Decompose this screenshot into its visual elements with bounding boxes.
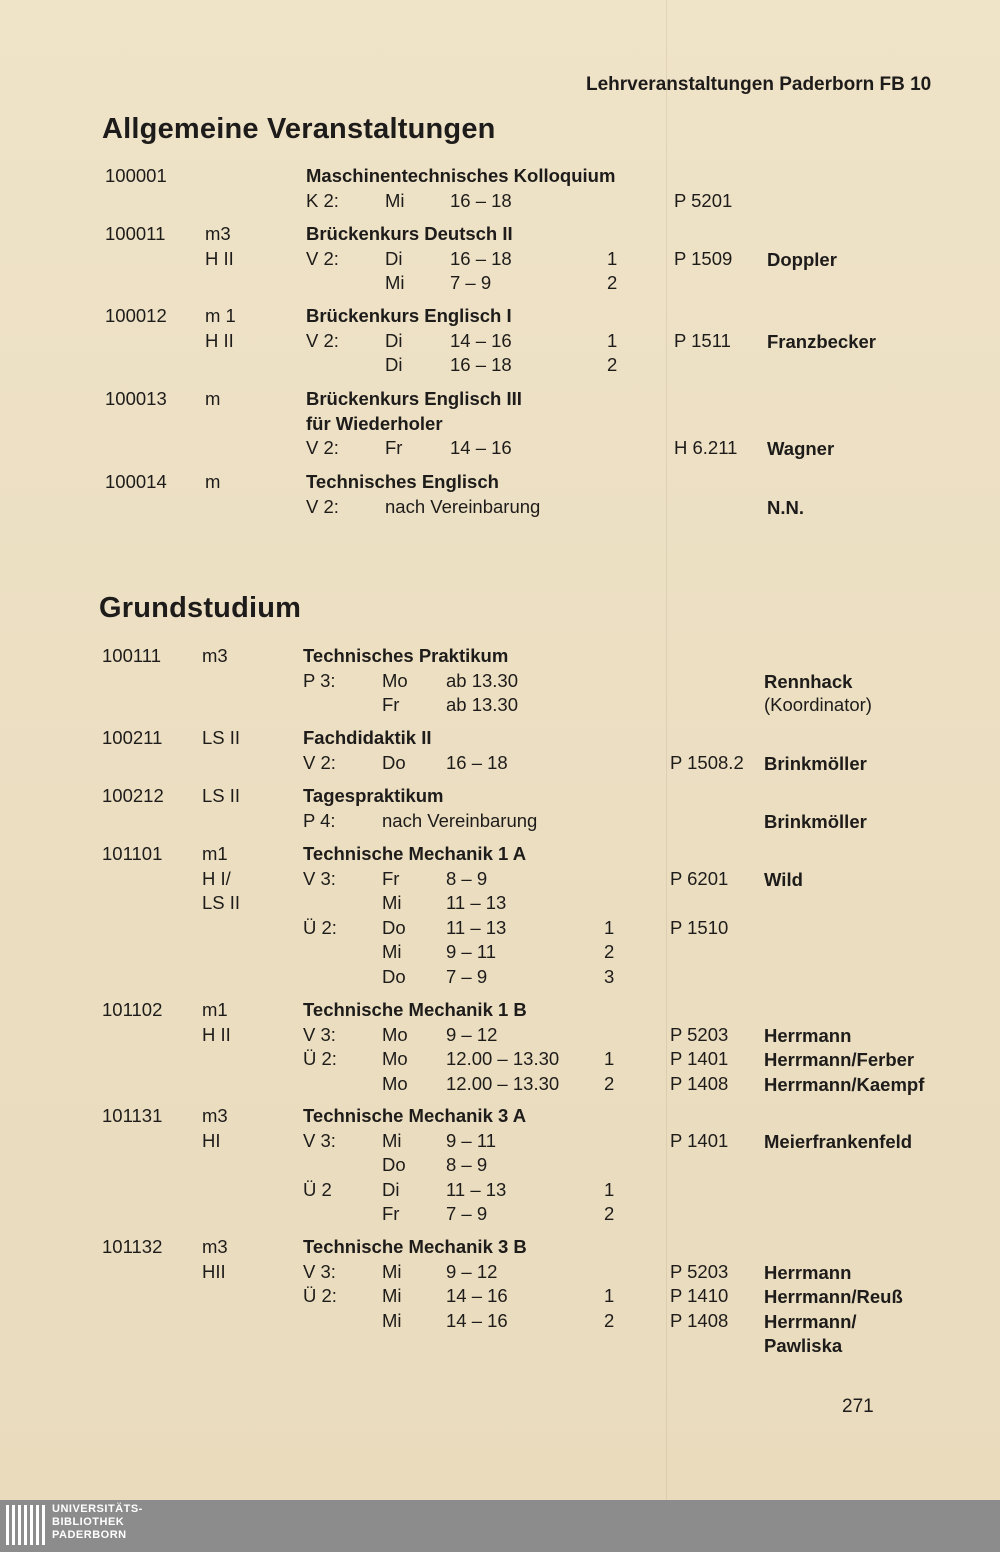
session-group: 2 (607, 272, 618, 294)
library-footer (0, 1500, 1000, 1552)
course-title: Technische Mechanik 1 B (303, 999, 527, 1020)
target-group: HII (202, 1260, 226, 1282)
session-time: 9 – 11 (446, 941, 497, 963)
lecturer: Pawliska (764, 1335, 843, 1357)
session-time: 16 – 18 (450, 189, 512, 211)
session-time: 16 – 18 (450, 247, 512, 269)
session-type: V 2: (306, 495, 339, 517)
session-group: 1 (607, 247, 618, 269)
session-type: Ü 2: (303, 1285, 337, 1307)
target-group: HI (202, 1129, 221, 1151)
lecturer: Wagner (767, 438, 835, 460)
session-time: 8 – 9 (446, 867, 488, 889)
lecturer: Rennhack (764, 670, 853, 692)
session-day: Mi (382, 1285, 402, 1307)
session-day: Mi (382, 941, 402, 963)
session-time: 7 – 9 (446, 1203, 488, 1225)
session-room: P 5203 (670, 1260, 729, 1282)
session-day: nach Vereinbarung (382, 809, 538, 831)
session-time: 7 – 9 (450, 272, 492, 294)
course-title: Technische Mechanik 3 B (303, 1236, 527, 1257)
session-type: P 4: (303, 809, 336, 831)
target-group: m 1 (205, 305, 236, 326)
session-group: 1 (604, 1285, 615, 1307)
course-title: Brückenkurs Deutsch II (306, 223, 513, 244)
lecturer: N.N. (767, 496, 804, 518)
session-time: ab 13.30 (446, 669, 519, 691)
session-time: 16 – 18 (450, 354, 512, 376)
session-day: Do (382, 1154, 406, 1176)
session-time: 14 – 16 (450, 437, 512, 459)
course-title: Brückenkurs Englisch III (306, 388, 522, 409)
session-room: P 5201 (674, 189, 733, 211)
session-time: ab 13.30 (446, 694, 519, 716)
section-title: Allgemeine Veranstaltungen (102, 113, 496, 145)
session-time: 12.00 – 13.30 (446, 1072, 560, 1094)
session-time: 14 – 16 (450, 329, 512, 351)
lecturer: Herrmann/Kaempf (764, 1073, 925, 1095)
session-time: 14 – 16 (446, 1309, 508, 1331)
course-number: 100211 (102, 727, 163, 748)
course-number: 100012 (105, 305, 167, 326)
session-time: 12.00 – 13.30 (446, 1048, 560, 1070)
course-title: Maschinentechnisches Kolloquium (306, 165, 616, 186)
session-room: P 6201 (670, 867, 729, 889)
course-title: Fachdidaktik II (303, 727, 432, 748)
session-day: Fr (382, 1203, 400, 1225)
session-room: P 1410 (670, 1285, 729, 1307)
target-group: m3 (202, 1105, 228, 1126)
target-group: m3 (202, 645, 228, 666)
target-group: H II (205, 329, 234, 351)
section-title: Grundstudium (99, 592, 302, 624)
session-day: Fr (382, 694, 400, 716)
session-room: P 1510 (670, 916, 729, 938)
library-name (52, 1503, 143, 1542)
session-group: 1 (604, 916, 615, 938)
session-day: nach Vereinbarung (385, 495, 541, 517)
session-day: Mi (385, 189, 405, 211)
session-time: 11 – 13 (446, 916, 507, 938)
target-group: H II (205, 247, 234, 269)
lecturer: (Koordinator) (764, 694, 872, 716)
session-day: Mi (382, 892, 402, 914)
session-type: V 2: (306, 329, 339, 351)
target-group: m (205, 388, 221, 409)
course-title: Technisches Praktikum (303, 645, 509, 666)
lecturer: Herrmann/Reuß (764, 1286, 903, 1308)
course-number: 101132 (102, 1236, 163, 1257)
session-room: P 1401 (670, 1048, 729, 1070)
session-time: 9 – 11 (446, 1129, 497, 1151)
session-time: 9 – 12 (446, 1023, 498, 1045)
session-time: 14 – 16 (446, 1285, 508, 1307)
target-group: m (205, 471, 221, 492)
course-number: 100001 (105, 165, 167, 186)
course-title: Technische Mechanik 3 A (303, 1105, 527, 1126)
lecturer: Herrmann (764, 1024, 852, 1046)
target-group: m3 (202, 1236, 228, 1257)
session-type: V 2: (306, 437, 339, 459)
library-name-line: PADERBORN (52, 1529, 127, 1541)
session-time: 16 – 18 (446, 751, 508, 773)
session-day: Mo (382, 669, 408, 691)
course-number: 100013 (105, 388, 167, 409)
session-group: 2 (604, 1309, 615, 1331)
session-day: Mi (382, 1309, 402, 1331)
session-day: Di (385, 329, 403, 351)
course-title: Technische Mechanik 1 A (303, 843, 527, 864)
course-number: 101102 (102, 999, 163, 1020)
course-number: 100011 (105, 223, 166, 244)
lecturer: Brinkmöller (764, 810, 867, 832)
session-type: V 3: (303, 1260, 336, 1282)
session-day: Mo (382, 1072, 408, 1094)
session-type: V 2: (303, 751, 336, 773)
library-name-line: UNIVERSITÄTS- (52, 1503, 143, 1515)
session-room: H 6.211 (674, 437, 738, 459)
lecturer: Herrmann/Ferber (764, 1049, 915, 1071)
session-time: 11 – 13 (446, 1178, 507, 1200)
session-group: 2 (604, 941, 615, 963)
target-group: LS II (202, 892, 241, 914)
session-day: Do (382, 916, 406, 938)
session-type: V 3: (303, 1023, 336, 1045)
session-time: 7 – 9 (446, 966, 488, 987)
lecturer: Herrmann/ (764, 1310, 857, 1332)
session-time: 9 – 12 (446, 1260, 498, 1282)
target-group: LS II (202, 785, 241, 806)
course-number: 100014 (105, 471, 167, 492)
course-number: 101101 (102, 843, 163, 864)
session-room: P 1511 (674, 329, 731, 351)
lecturer: Franzbecker (767, 330, 876, 352)
session-group: 3 (604, 966, 615, 987)
session-day: Mi (382, 1260, 402, 1282)
session-type: V 2: (306, 247, 339, 269)
session-day: Fr (385, 437, 403, 459)
lecturer: Brinkmöller (764, 752, 867, 774)
session-group: 2 (607, 354, 618, 376)
course-number: 101131 (102, 1105, 163, 1126)
session-day: Mi (385, 272, 405, 294)
session-day: Do (382, 751, 406, 773)
session-room: P 1401 (670, 1129, 729, 1151)
session-group: 2 (604, 1203, 615, 1225)
course-title: Brückenkurs Englisch I (306, 305, 512, 326)
target-group: m3 (205, 223, 231, 244)
session-day: Do (382, 966, 406, 987)
session-day: Di (385, 247, 403, 269)
target-group: H I/ (202, 867, 231, 889)
library-logo-icon (6, 1505, 46, 1545)
session-time: 8 – 9 (446, 1154, 488, 1176)
session-room: P 1508.2 (670, 751, 744, 773)
session-day: Mi (382, 1129, 402, 1151)
page-fold-shadow (666, 0, 667, 1500)
target-group: LS II (202, 727, 241, 748)
library-name-line: BIBLIOTHEK (52, 1516, 125, 1528)
session-type: Ü 2: (303, 916, 337, 938)
session-type: K 2: (306, 189, 339, 211)
session-room: P 1509 (674, 247, 733, 269)
target-group: m1 (202, 843, 228, 864)
session-group: 2 (604, 1072, 615, 1094)
session-day: Di (385, 354, 403, 376)
target-group: m1 (202, 999, 228, 1020)
session-day: Fr (382, 867, 400, 889)
course-title: für Wiederholer (306, 412, 443, 434)
lecturer: Meierfrankenfeld (764, 1130, 913, 1152)
course-number: 100111 (102, 645, 161, 666)
session-room: P 5203 (670, 1023, 729, 1045)
session-group: 1 (604, 1178, 615, 1200)
target-group: H II (202, 1023, 231, 1045)
course-title: Tagespraktikum (303, 785, 444, 806)
course-number: 100212 (102, 785, 164, 806)
session-room: P 1408 (670, 1072, 729, 1094)
course-title: Technisches Englisch (306, 471, 499, 492)
page-number: 271 (842, 1396, 874, 1417)
session-group: 1 (607, 329, 618, 351)
session-type: Ü 2 (303, 1178, 332, 1200)
session-room: P 1408 (670, 1309, 729, 1331)
session-type: V 3: (303, 1129, 336, 1151)
session-day: Mo (382, 1048, 408, 1070)
session-type: P 3: (303, 669, 336, 691)
session-time: 11 – 13 (446, 892, 507, 914)
session-day: Mo (382, 1023, 408, 1045)
session-group: 1 (604, 1048, 615, 1070)
lecturer: Herrmann (764, 1261, 852, 1283)
running-head: Lehrveranstaltungen Paderborn FB 10 (586, 74, 932, 95)
lecturer: Doppler (767, 248, 837, 270)
session-type: Ü 2: (303, 1048, 337, 1070)
session-type: V 3: (303, 867, 336, 889)
lecturer: Wild (764, 868, 803, 890)
session-day: Di (382, 1178, 400, 1200)
